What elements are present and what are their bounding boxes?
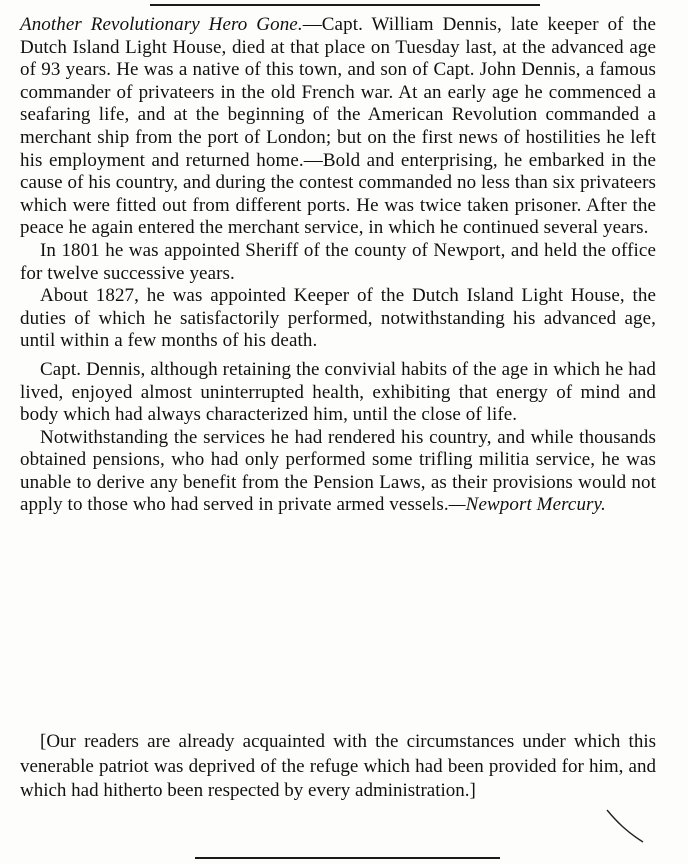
editor-note: [Our readers are already acquainted with the circumstances under which this venerable patriot was deprived of the refuge which had been provided for him, and which had hitherto been respected by every administration.] <box>20 731 656 801</box>
article-lead-text: —Capt. William Dennis, late keeper of the Dutch Island Light House, died at that place on Tuesday last, at the advanced age of 93 years. He was a native of this town, and son of Capt. John Dennis, a famous commander of privateers in the old French war. At an early age he commenced a seafaring life, and at the beginning of the American Revolution commanded a merchant ship from the port of London; but on the first news of hostilities he left his employment and returned home.—Bold and enterprising, he embarked in the cause of his country, and during the contest commanded no less than six privateers which were fitted out from different ports. He was twice taken prisoner. After the peace he again entered the merchant service, in which he continued several years. <box>20 14 657 239</box>
article-paragraph-4: Capt. Dennis, although retaining the convivial habits of the age in which he had lived, enjoyed almost uninterrupted health, exhibiting that energy of mind and body which had always characterized him, until the close of life. <box>20 358 656 426</box>
article-paragraph-3: About 1827, he was appointed Keeper of the Dutch Island Light House, the duties of which he satisfactorily performed, notwithstanding his advanced age, until within a few months of his death. <box>20 285 656 352</box>
article-paragraph-2: In 1801 he was appointed Sheriff of the county of Newport, and held the office for twelve successive years. <box>20 239 656 284</box>
article-paragraph-5-text: Notwithstanding the services he had rendered his country, and while thousands obtained pensions, who had only performed some trifling militia service, he was unable to derive any benefit from the Pension Laws, as their provisions would not apply to those who had served in private armed vessels. <box>20 426 656 516</box>
top-rule <box>150 4 540 6</box>
article-source: —Newport Mercury. <box>448 494 606 516</box>
ink-scratch-mark <box>605 808 645 844</box>
bottom-rule <box>195 857 500 859</box>
article-body <box>20 14 656 517</box>
article-paragraph-5 <box>20 427 656 517</box>
article-paragraph-1 <box>20 14 656 240</box>
article-headline: Another Revolutionary Hero Gone. <box>20 14 303 35</box>
